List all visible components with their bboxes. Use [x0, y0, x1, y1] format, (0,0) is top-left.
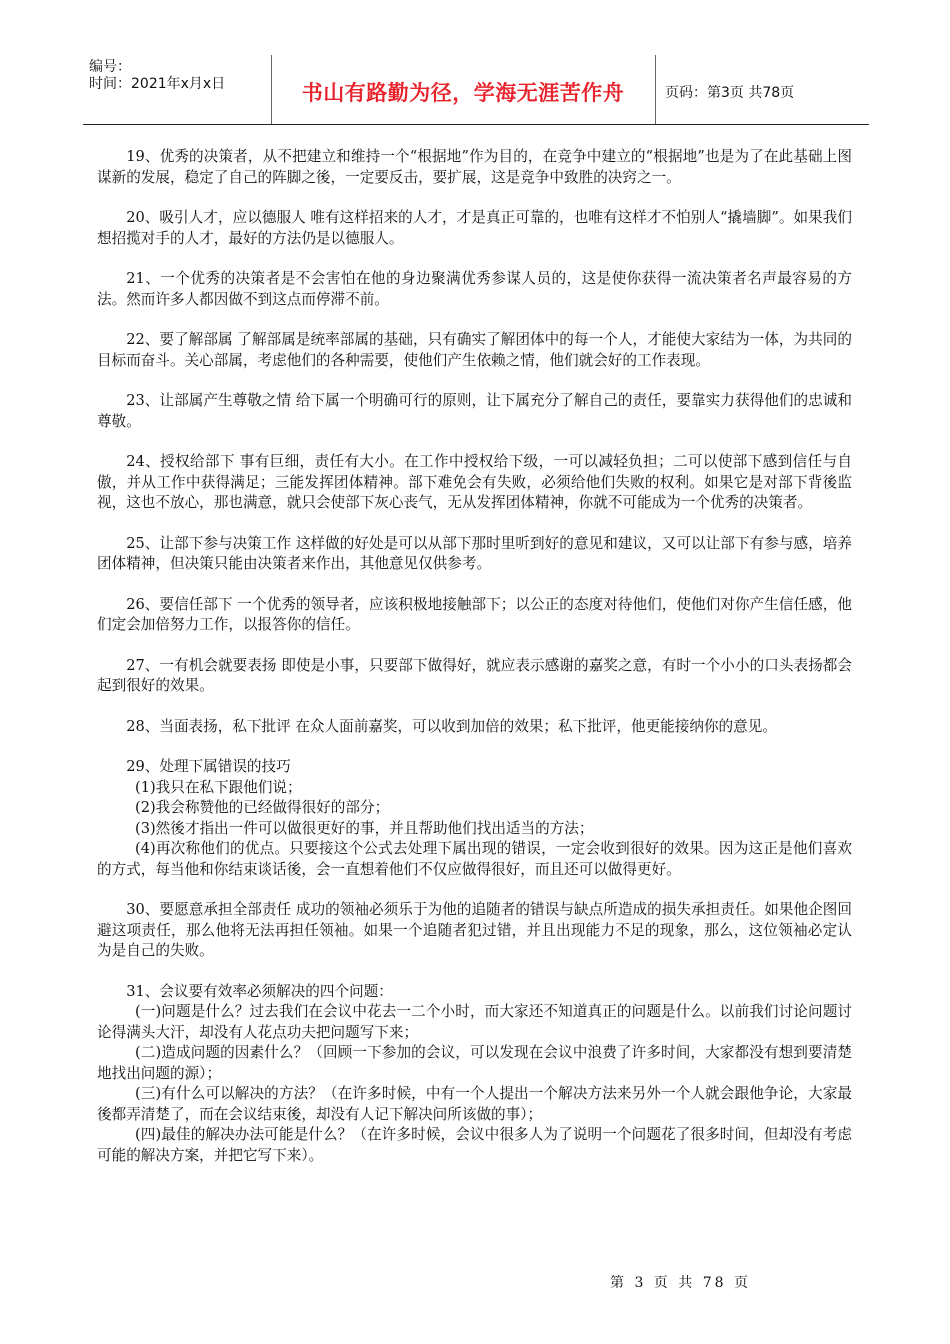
paragraph-25: 25、让部下参与决策工作 这样做的好处是可以从部下那时里听到好的意见和建议，又可以让部下有参与感，培养团体精神，但决策只能由决策者来作出，其他意见仅供参考。	[97, 534, 852, 572]
section-31-item-3: (三)有什么可以解决的方法？（在许多时候，中有一个人提出一个解决方法来另外一个人就会跟他争论，大家最後都弄清楚了，而在会议结束後，却没有人记下解决问所该做的事）；	[97, 1085, 852, 1123]
section-29-item-2: (2)我会称赞他的已经做得很好的部分；	[135, 799, 390, 816]
page-footer: 第 3 页 共 78 页	[610, 1275, 751, 1291]
section-31-item-1: (一)问题是什么？过去我们在会议中花去一二个小时，而大家还不知道真正的问题是什么。以前我们讨论问题讨论得满头大汗，却没有人花点功夫把问题写下来；	[97, 1003, 852, 1041]
document-number-label: 编号：	[89, 59, 131, 75]
section-29-title: 29、处理下属错误的技巧	[126, 758, 291, 775]
header-divider-left	[271, 55, 272, 124]
paragraph-24: 24、授权给部下 事有巨细，责任有大小。在工作中授权给下级，一可以减轻负担；二可以使部下感到信任与自傲，并从工作中获得满足；三能发挥团体精神。部下难免会有失败，必须给他们失败的权利。如果它是对部下背後监视，这也不放心，那也满意，就只会使部下灰心丧气，无从发挥团体精神，你就不可能成为一个优秀的决策者。	[97, 453, 852, 511]
section-29-item-3: (3)然後才指出一件可以做很更好的事，并且帮助他们找出适当的方法；	[135, 819, 594, 837]
page-header	[83, 55, 869, 125]
section-31-item-2: (二)造成问题的因素什么？（回顾一下参加的会议，可以发现在会议中浪费了许多时间，大家都没有想到要清楚地找出问题的源）；	[97, 1044, 852, 1082]
section-29	[97, 757, 852, 880]
header-meta	[89, 59, 225, 93]
paragraph-19: 19、优秀的决策者，从不把建立和维持一个“根据地”作为目的，在竞争中建立的“根据地”也是为了在此基础上图谋新的发展，稳定了自己的阵脚之後，一定要反击，要扩展，这是竞争中致胜的决窍之一。	[97, 148, 852, 186]
header-divider-right	[655, 55, 656, 124]
paragraph-30: 30、要愿意承担全部责任 成功的领袖必须乐于为他的追随者的错误与缺点所造成的损失承担责任。如果他企图回避这项责任，那么他将无法再担任领袖。如果一个追随者犯过错，并且出现能力不足的现象，那么，这位领袖必定认为是自己的失败。	[97, 901, 852, 959]
section-29-item-1: (1)我只在私下跟他们说；	[135, 778, 302, 796]
section-31-item-4: (四)最佳的解决办法可能是什么？（在许多时候，会议中很多人为了说明一个问题花了很多时间，但却没有考虑可能的解决方案，并把它写下来）。	[97, 1126, 852, 1164]
paragraph-21: 21、一个优秀的决策者是不会害怕在他的身边聚满优秀参谋人员的，这是使你获得一流决策者名声最容易的方法。然而许多人都因做不到这点而停滞不前。	[97, 270, 852, 308]
paragraph-26: 26、要信任部下 一个优秀的领导者，应该积极地接触部下；以公正的态度对待他们，使他们对你产生信任感，他们定会加倍努力工作，以报答你的信任。	[97, 595, 852, 633]
document-body	[97, 147, 852, 1186]
paragraph-27: 27、一有机会就要表扬 即使是小事，只要部下做得好，就应表示感谢的嘉奖之意，有时一个小小的口头表扬都会起到很好的效果。	[97, 656, 852, 694]
document-time-label: 时间：2021年x月x日	[89, 76, 226, 92]
paragraph-28: 28、当面表扬，私下批评 在众人面前嘉奖，可以收到加倍的效果；私下批评，他更能接纳你的意见。	[126, 717, 777, 735]
header-motto: 书山有路勤为径，学海无涯苦作舟	[301, 81, 625, 105]
header-page-indicator: 页码：第3页 共78页	[665, 85, 795, 101]
section-29-item-4: (4)再次称他们的优点。只要接这个公式去处理下属出现的错误，一定会收到很好的效果。因为这正是他们喜欢的方式，每当他和你结束谈话後，会一直想着他们不仅应做得很好，而且还可以做得更好。	[97, 840, 852, 878]
paragraph-22: 22、要了解部属 了解部属是统率部属的基础，只有确实了解团体中的每一个人，才能使大家结为一体，为共同的目标而奋斗。关心部属，考虑他们的各种需要，使他们产生依赖之情，他们就会好的工作表现。	[97, 331, 852, 369]
section-31	[97, 982, 852, 1167]
paragraph-20: 20、吸引人才，应以德服人 唯有这样招来的人才，才是真正可靠的，也唯有这样才不怕别人“撬墙脚”。如果我们想招揽对手的人才，最好的方法仍是以德服人。	[97, 209, 852, 247]
paragraph-23: 23、让部属产生尊敬之情 给下属一个明确可行的原则，让下属充分了解自己的责任，要靠实力获得他们的忠诚和尊敬。	[97, 392, 852, 430]
section-31-title: 31、会议要有效率必须解决的四个问题：	[126, 982, 393, 1000]
